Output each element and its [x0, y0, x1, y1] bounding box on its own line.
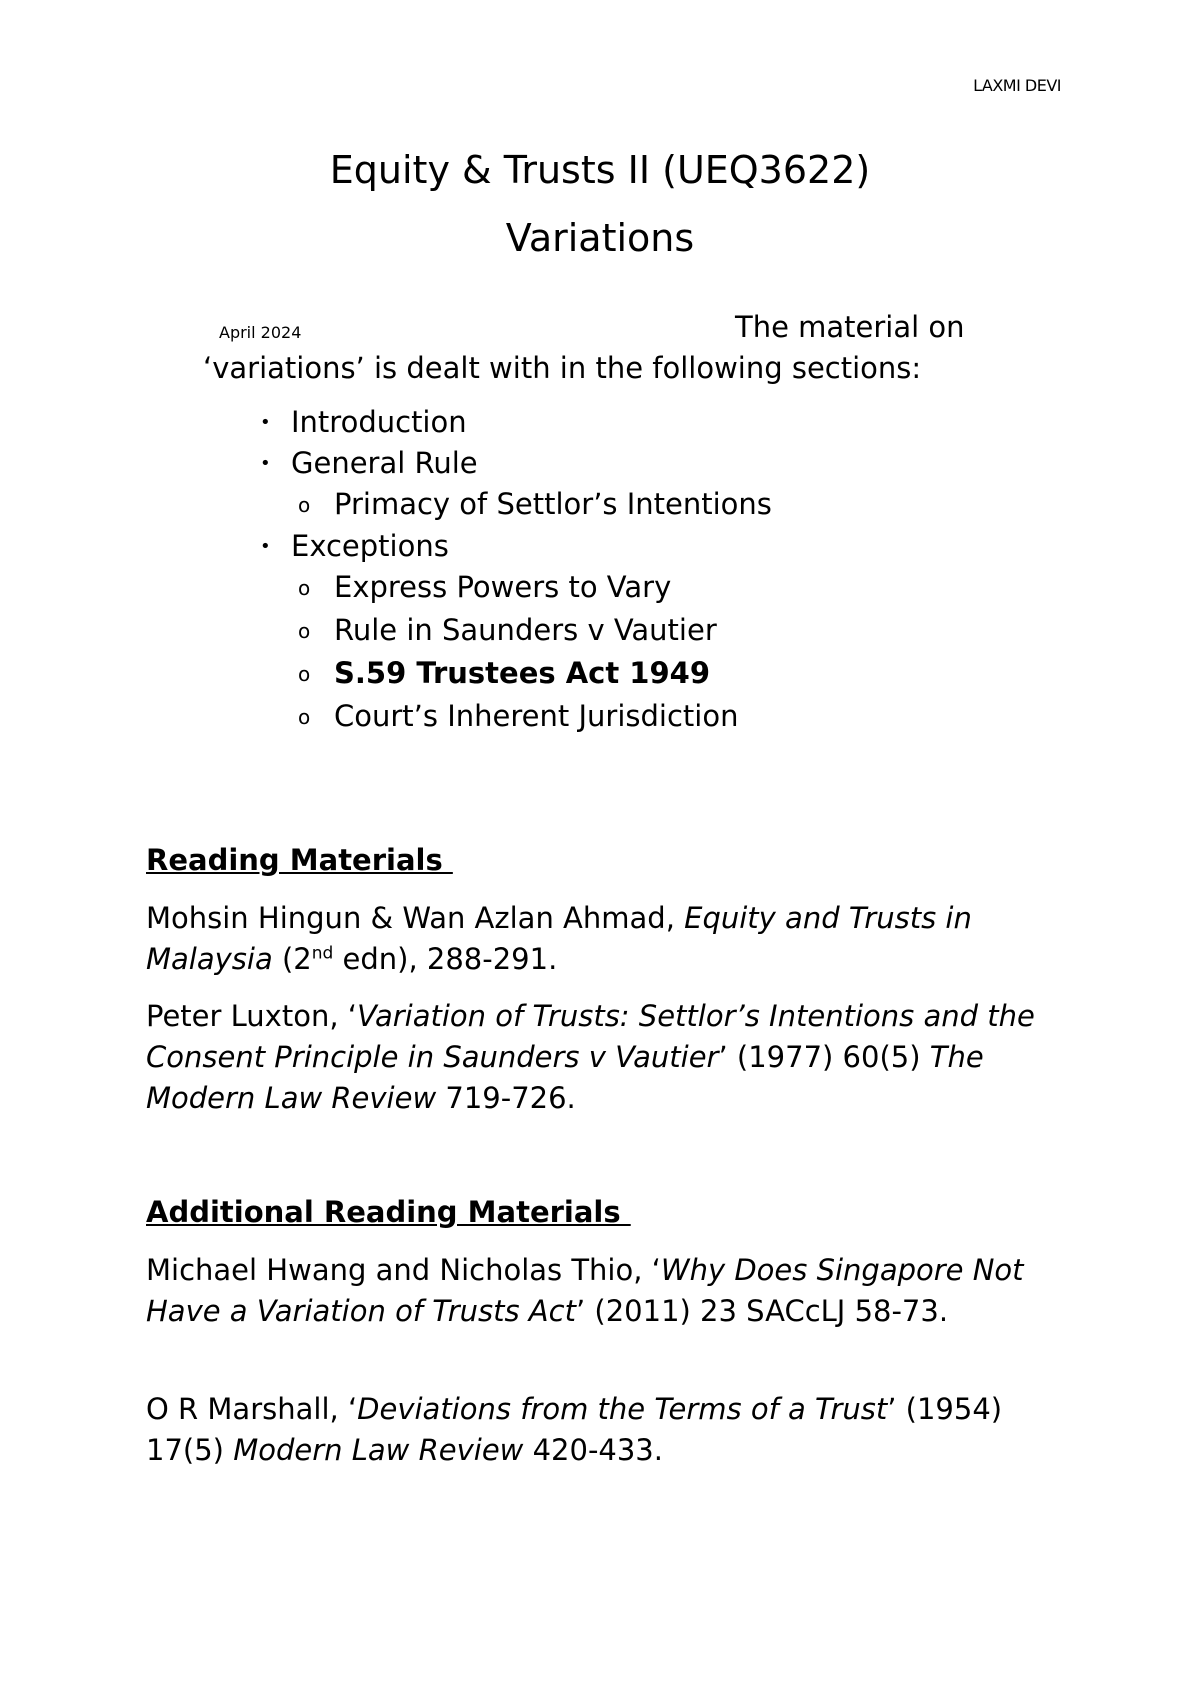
outline-subitem-label: Rule in Saunders v Vautier: [334, 613, 717, 647]
ref-edition-superscript: nd: [311, 943, 334, 964]
ref-authors: O R Marshall, ‘: [146, 1392, 358, 1426]
outline-subitem-label: Primacy of Settlor’s Intentions: [334, 487, 772, 521]
ref-authors: Mohsin Hingun & Wan Azlan Ahmad,: [146, 901, 685, 935]
hollow-bullet-icon: o: [298, 619, 311, 643]
ref-edition-pages: edn), 288-291.: [333, 942, 558, 976]
bullet-icon: •: [260, 453, 271, 474]
ref-year: ’ (1954) 17(5): [146, 1392, 1003, 1467]
hollow-bullet-icon: o: [298, 493, 311, 517]
ref-journal: The Modern Law Review: [146, 1040, 984, 1115]
ref-title: Variation of Trusts: Settlor’s Intentions and the Consent Principle in Saunders v Vautier: [146, 999, 1035, 1074]
header-author: LAXMI DEVI: [973, 76, 1061, 95]
hollow-bullet-icon: o: [298, 662, 311, 686]
reference-entry: [146, 1250, 1071, 1332]
ref-authors: Michael Hwang and Nicholas Thio, ‘: [146, 1253, 661, 1287]
ref-pages: 420-433.: [523, 1433, 663, 1467]
reference-entry: [146, 996, 1071, 1119]
reference-entry: [146, 1389, 1071, 1471]
ref-journal: Modern Law Review: [233, 1433, 524, 1467]
document-date: April 2024: [219, 323, 302, 342]
ref-title: Why Does Singapore Not Have a Variation of Trusts Act: [146, 1253, 1024, 1328]
bullet-icon: •: [260, 412, 271, 433]
additional-reading-heading: Additional Reading Materials: [146, 1195, 631, 1229]
outline-item-label: Introduction: [291, 405, 467, 439]
document-title: Equity & Trusts II (UEQ3622): [329, 148, 871, 192]
reading-materials-heading: Reading Materials: [146, 843, 453, 877]
outline-item-label: General Rule: [291, 446, 478, 480]
outline-subitem-label: S.59 Trustees Act 1949: [334, 656, 711, 690]
hollow-bullet-icon: o: [298, 576, 311, 600]
outline-subitem-label: Express Powers to Vary: [334, 570, 672, 604]
hollow-bullet-icon: o: [298, 705, 311, 729]
outline-subitem-label: Court’s Inherent Jurisdiction: [334, 699, 739, 733]
ref-citation: ’ (2011) 23 SACcLJ 58-73.: [575, 1294, 949, 1328]
document-subtitle: Variations: [505, 216, 695, 260]
reference-entry: [146, 898, 1071, 980]
intro-text-line1: The material on: [735, 310, 965, 344]
ref-title: Deviations from the Terms of a Trust: [357, 1392, 888, 1426]
ref-edition: (2: [272, 942, 312, 976]
ref-year: ’ (1977) 60(5): [718, 1040, 930, 1074]
ref-title: Equity and Trusts in Malaysia: [146, 901, 972, 976]
ref-pages: 719-726.: [436, 1081, 576, 1115]
bullet-icon: •: [260, 536, 271, 557]
intro-text-line2: ‘variations’ is dealt with in the following sections:: [203, 351, 922, 385]
outline-item-label: Exceptions: [291, 529, 449, 563]
ref-authors: Peter Luxton, ‘: [146, 999, 357, 1033]
